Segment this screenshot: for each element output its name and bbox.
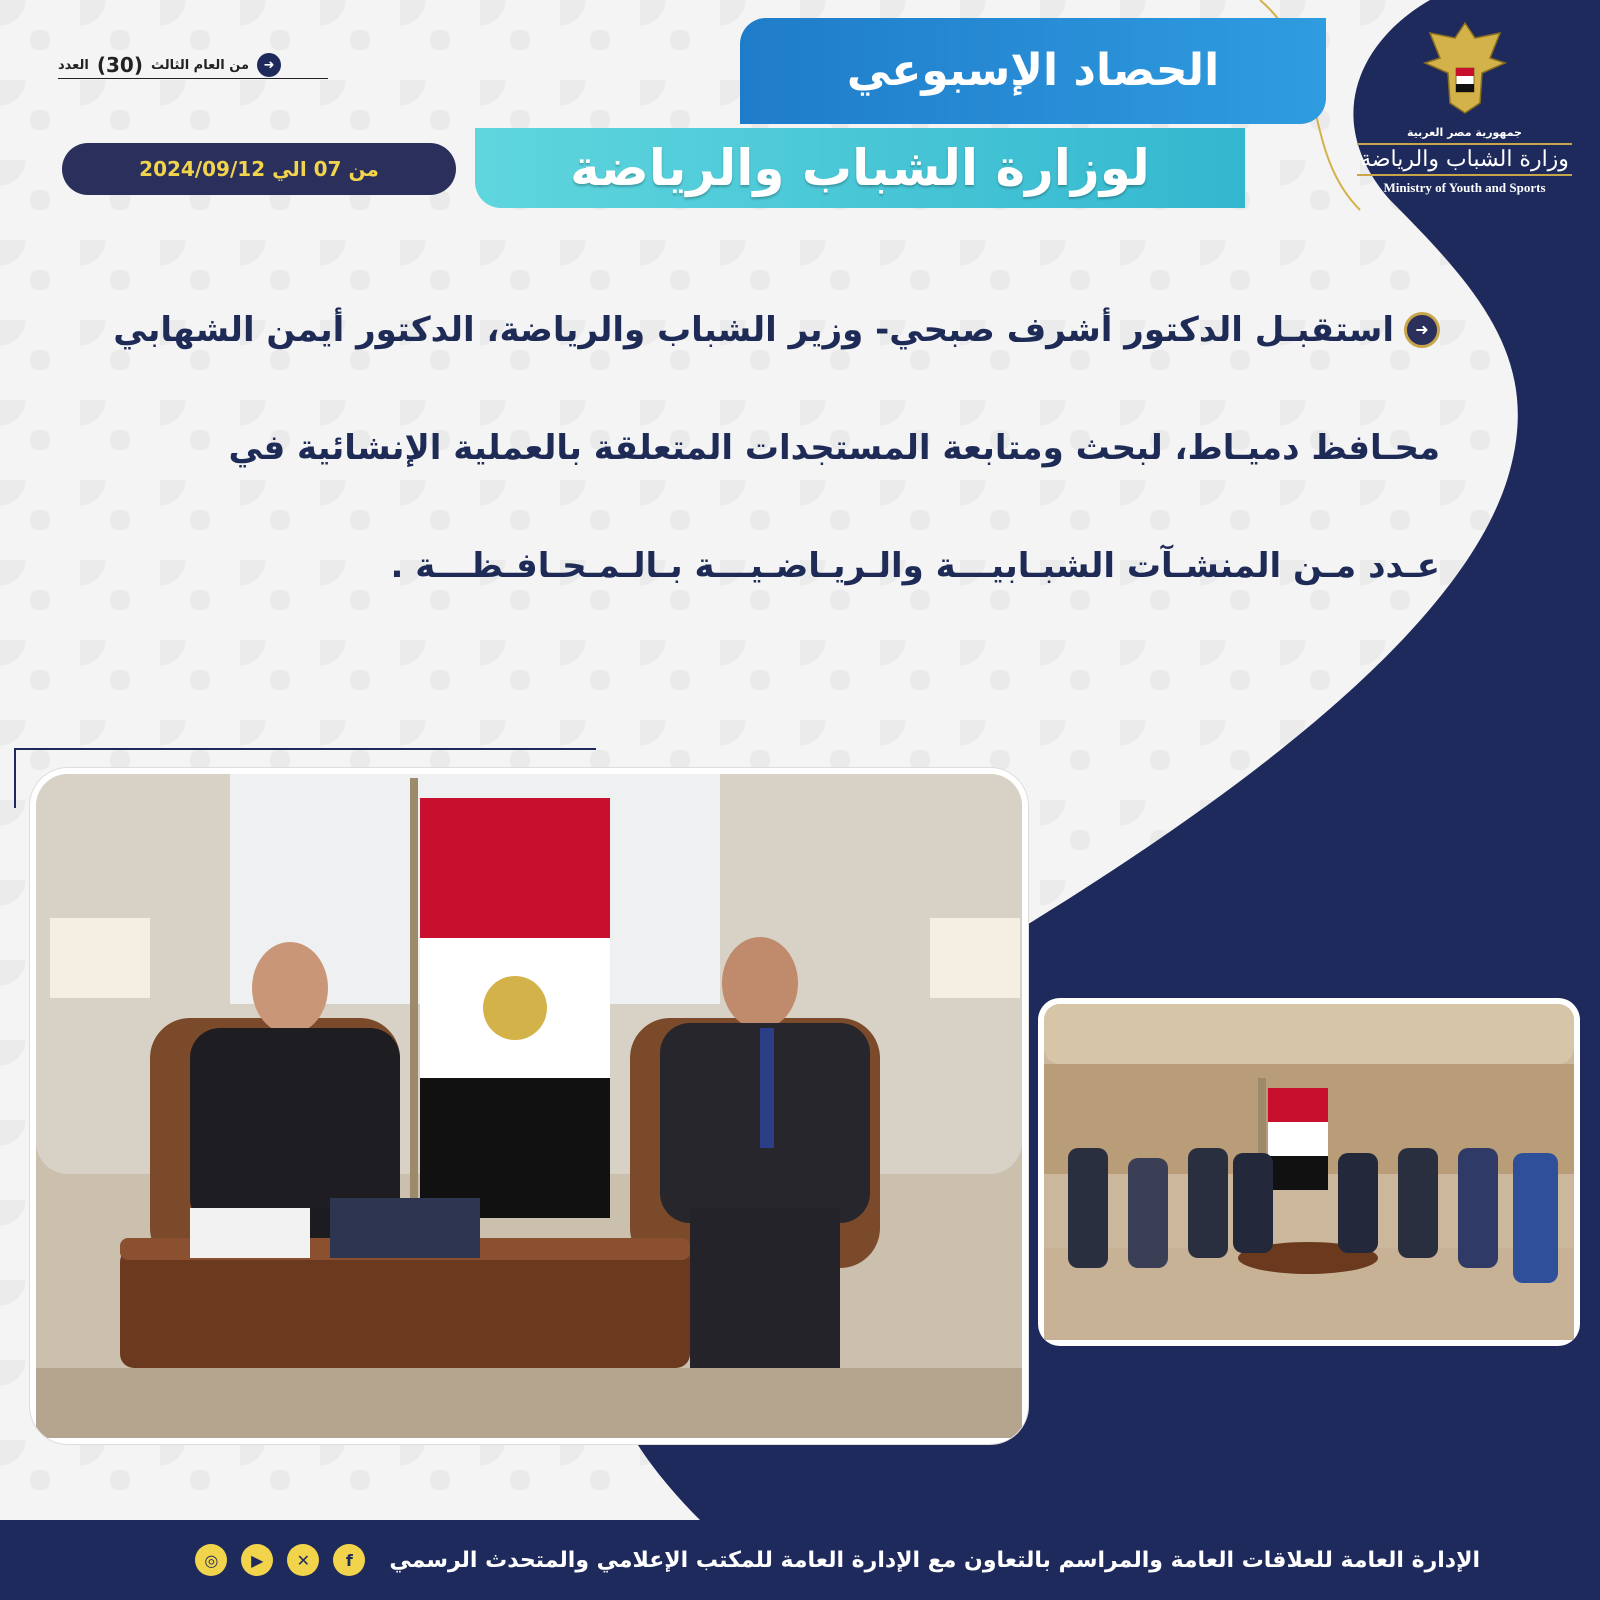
page-title: الحصاد الإسبوعي <box>740 18 1326 124</box>
main-photo-image <box>30 768 1028 1444</box>
side-photo-image <box>1038 998 1580 1346</box>
side-photo <box>1038 998 1580 1346</box>
arrow-bullet-icon: ➜ <box>1404 312 1440 348</box>
body-line: عـدد مـن المنشـآت الشبـابيـــة والـريـاضـيـــة بـالـمـحـافـظـــة . <box>390 546 1440 586</box>
issue-label <box>58 52 328 79</box>
arrow-icon: ➜ <box>257 53 281 77</box>
main-photo <box>30 768 1028 1444</box>
facebook-icon[interactable]: f <box>333 1544 365 1576</box>
body-line-text: استقبـل الدكتور أشرف صبحي- وزير الشباب والرياضة، الدكتور أيمن الشهابي <box>113 310 1394 350</box>
news-body <box>40 300 1440 654</box>
body-line: محـافظ دميـاط، لبحث ومتابعة المستجدات المتعلقة بالعملية الإنشائية في <box>228 428 1440 468</box>
country-name: جمهورية مصر العربية <box>1407 126 1522 139</box>
decorative-line <box>14 748 16 808</box>
decorative-line <box>14 748 596 750</box>
page-subtitle: لوزارة الشباب والرياضة <box>475 128 1245 208</box>
issue-number: (30) <box>96 53 143 77</box>
footer-credit: الإدارة العامة للعلاقات العامة والمراسم بالتعاون مع الإدارة العامة للمكتب الإعلامي والمتحدث الرسمي <box>389 1547 1480 1573</box>
body-line <box>40 300 1440 360</box>
issue-prefix: العدد <box>58 57 89 73</box>
ministry-name-en: Ministry of Youth and Sports <box>1383 180 1546 195</box>
instagram-icon[interactable]: ◎ <box>195 1544 227 1576</box>
eagle-emblem-icon <box>1420 18 1510 118</box>
date-range-badge: من 07 الي 2024/09/12 <box>62 143 456 195</box>
footer-bar <box>0 1520 1600 1600</box>
social-links <box>195 1544 365 1576</box>
ministry-logo <box>1347 18 1582 196</box>
x-icon[interactable]: ✕ <box>287 1544 319 1576</box>
ministry-name-ar: وزارة الشباب والرياضة <box>1357 143 1572 176</box>
issue-suffix: من العام الثالث <box>150 57 250 73</box>
youtube-icon[interactable]: ▶ <box>241 1544 273 1576</box>
